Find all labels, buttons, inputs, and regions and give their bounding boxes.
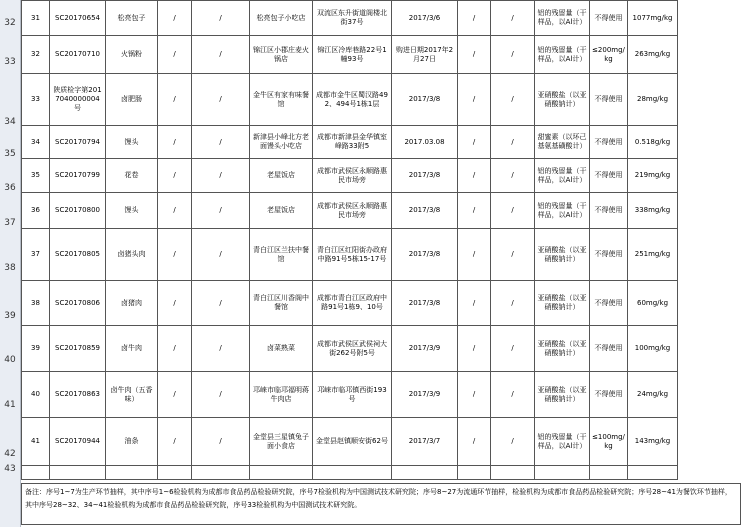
cell-item[interactable]: 铝的残留量（干样品，以Al计） — [535, 36, 590, 74]
cell-c10[interactable]: / — [491, 74, 535, 126]
table-row[interactable] — [22, 74, 678, 126]
cell-std[interactable]: 不得使用 — [590, 126, 628, 159]
cell-item[interactable]: 甜蜜素（以环己基氨基磺酸计） — [535, 126, 590, 159]
cell-result[interactable]: 24mg/kg — [628, 372, 678, 418]
cell-col4[interactable]: / — [158, 159, 192, 193]
cell-item[interactable]: 铝的残留量（干样品，以Al计） — [535, 193, 590, 229]
cell-food[interactable]: 花卷 — [106, 159, 158, 193]
cell-std[interactable]: ≤100mg/kg — [590, 418, 628, 466]
cell-item[interactable]: 亚硝酸盐（以亚硝酸钠计） — [535, 326, 590, 372]
cell-c9[interactable]: / — [458, 229, 491, 281]
cell-address[interactable]: 成都市青白江区政府中路91号1栋9、10号 — [313, 281, 392, 326]
cell-c10[interactable]: / — [491, 159, 535, 193]
inspection-table — [21, 0, 678, 480]
cell-c10[interactable]: / — [491, 372, 535, 418]
cell-std[interactable]: 不得使用 — [590, 74, 628, 126]
cell-code[interactable]: SC20170799 — [50, 159, 106, 193]
row-number[interactable]: 38 — [4, 263, 16, 273]
row-number[interactable]: 37 — [4, 218, 16, 228]
cell-item[interactable]: 亚硝酸盐（以亚硝酸钠计） — [535, 74, 590, 126]
cell-no[interactable]: 32 — [22, 36, 50, 74]
cell-date[interactable]: 2017/3/8 — [392, 229, 458, 281]
cell-std[interactable]: 不得使用 — [590, 229, 628, 281]
cell-c10[interactable]: / — [491, 326, 535, 372]
cell-std[interactable]: 不得使用 — [590, 193, 628, 229]
row-number[interactable]: 40 — [4, 355, 16, 365]
cell-result[interactable]: 60mg/kg — [628, 281, 678, 326]
cell-col4[interactable]: / — [158, 418, 192, 466]
cell-c10[interactable]: / — [491, 126, 535, 159]
cell-result[interactable]: 143mg/kg — [628, 418, 678, 466]
cell-food[interactable]: 卤猪头肉 — [106, 229, 158, 281]
cell-col5[interactable]: / — [192, 1, 250, 36]
table-row[interactable] — [22, 193, 678, 229]
cell-col4[interactable]: / — [158, 36, 192, 74]
cell-col4[interactable]: / — [158, 372, 192, 418]
cell-address[interactable]: 成都市武侯区永顺路惠民市场旁 — [313, 193, 392, 229]
row-number[interactable]: 42 — [4, 449, 16, 459]
cell-store[interactable]: 青白江区川香阁中餐馆 — [250, 281, 313, 326]
cell-food[interactable]: 馒头 — [106, 126, 158, 159]
cell-col5[interactable]: / — [192, 126, 250, 159]
cell-c10[interactable]: / — [491, 229, 535, 281]
table-row[interactable] — [22, 159, 678, 193]
cell-c9[interactable]: / — [458, 326, 491, 372]
cell-item[interactable]: 铝的残留量（干样品，以Al计） — [535, 418, 590, 466]
cell-result[interactable]: 28mg/kg — [628, 74, 678, 126]
table-row[interactable] — [22, 229, 678, 281]
row-number[interactable]: 41 — [4, 400, 16, 410]
cell-std[interactable]: 不得使用 — [590, 372, 628, 418]
cell-c9[interactable]: / — [458, 418, 491, 466]
cell-address[interactable]: 青白江区红阳街办政府中路91号5栋15-17号 — [313, 229, 392, 281]
cell-std[interactable]: 不得使用 — [590, 1, 628, 36]
cell-no[interactable]: 36 — [22, 193, 50, 229]
cell-date[interactable]: 2017/3/8 — [392, 193, 458, 229]
cell-result[interactable]: 0.518g/kg — [628, 126, 678, 159]
cell-no[interactable]: 33 — [22, 74, 50, 126]
cell-c10[interactable]: / — [491, 193, 535, 229]
cell-date[interactable]: 2017/3/7 — [392, 418, 458, 466]
cell-no[interactable]: 31 — [22, 1, 50, 36]
cell-no[interactable]: 39 — [22, 326, 50, 372]
cell-col4[interactable]: / — [158, 326, 192, 372]
cell-std[interactable]: 不得使用 — [590, 281, 628, 326]
cell-date[interactable]: 2017/3/9 — [392, 326, 458, 372]
cell-code[interactable]: 陕质检字第2017040000004号 — [50, 74, 106, 126]
cell-code[interactable]: SC20170863 — [50, 372, 106, 418]
row-number[interactable]: 34 — [4, 117, 16, 127]
cell-col4[interactable]: / — [158, 193, 192, 229]
cell-item[interactable]: 亚硝酸盐（以亚硝酸钠计） — [535, 372, 590, 418]
cell-c9[interactable]: / — [458, 1, 491, 36]
cell-food[interactable]: 卤牛肉 — [106, 326, 158, 372]
table-row[interactable] — [22, 326, 678, 372]
cell-store[interactable]: 锦江区小郡庄麦火锅店 — [250, 36, 313, 74]
cell-c10[interactable]: / — [491, 36, 535, 74]
row-number[interactable]: 35 — [4, 149, 16, 159]
table-row-empty[interactable] — [22, 466, 678, 480]
table-row[interactable] — [22, 1, 678, 36]
cell-store[interactable]: 松亮包子小吃店 — [250, 1, 313, 36]
cell-code[interactable]: SC20170654 — [50, 1, 106, 36]
cell-code[interactable]: SC20170806 — [50, 281, 106, 326]
cell-col5[interactable]: / — [192, 159, 250, 193]
row-number[interactable]: 39 — [4, 311, 16, 321]
cell-item[interactable]: 铝的残留量（干样品，以Al计） — [535, 159, 590, 193]
cell-no[interactable]: 37 — [22, 229, 50, 281]
cell-food[interactable]: 卤肥肠 — [106, 74, 158, 126]
cell-address[interactable]: 双流区东升街道阁楼北街37号 — [313, 1, 392, 36]
cell-address[interactable]: 邛崃市临邛镇西街193号 — [313, 372, 392, 418]
cell-address[interactable]: 成都市金牛区蜀汉路492、494号1栋1层 — [313, 74, 392, 126]
cell-code[interactable]: SC20170859 — [50, 326, 106, 372]
cell-food[interactable]: 火锅粉 — [106, 36, 158, 74]
cell-col5[interactable]: / — [192, 281, 250, 326]
cell-result[interactable]: 100mg/kg — [628, 326, 678, 372]
cell-date[interactable]: 2017.03.08 — [392, 126, 458, 159]
cell-col5[interactable]: / — [192, 193, 250, 229]
cell-col4[interactable]: / — [158, 126, 192, 159]
cell-c9[interactable]: / — [458, 74, 491, 126]
cell-col5[interactable]: / — [192, 418, 250, 466]
cell-address[interactable]: 成都市武侯区武侯祠大街262号附5号 — [313, 326, 392, 372]
row-number[interactable]: 33 — [4, 57, 16, 67]
cell-col4[interactable]: / — [158, 229, 192, 281]
cell-address[interactable]: 金堂县赵镇顺安街62号 — [313, 418, 392, 466]
row-number[interactable]: 36 — [4, 183, 16, 193]
cell-result[interactable]: 1077mg/kg — [628, 1, 678, 36]
cell-std[interactable]: 不得使用 — [590, 326, 628, 372]
cell-no[interactable]: 38 — [22, 281, 50, 326]
cell-address[interactable]: 成都市武侯区永顺路惠民市场旁 — [313, 159, 392, 193]
table-row[interactable] — [22, 126, 678, 159]
cell-store[interactable]: 金牛区有家有味餐馆 — [250, 74, 313, 126]
footnote-remarks[interactable]: 备注：序号1~7为生产环节抽样，其中序号1~6检验机构为成都市食品药品检验研究院，序号7检验机构为中国测试技术研究院；序号8~27为流通环节抽样，检验机构为成都市食品药品检验研究院；序号28~41为餐饮环节抽样，其中序号28~32、34~41检验机构为成都市食品药品检验研究院，序号33检验机构为中国测试技术研究院。 — [21, 483, 741, 525]
cell-address[interactable]: 锦江区冷库巷路22号1幢93号 — [313, 36, 392, 74]
cell-c10[interactable]: / — [491, 418, 535, 466]
cell-c9[interactable]: / — [458, 159, 491, 193]
cell-food[interactable]: 馒头 — [106, 193, 158, 229]
cell-col5[interactable]: / — [192, 36, 250, 74]
cell-c9[interactable]: / — [458, 36, 491, 74]
cell-food[interactable]: 松亮包子 — [106, 1, 158, 36]
cell-item[interactable]: 亚硝酸盐（以亚硝酸钠计） — [535, 281, 590, 326]
cell-std[interactable]: ≤200mg/kg — [590, 36, 628, 74]
cell-col4[interactable]: / — [158, 1, 192, 36]
row-number[interactable]: 32 — [4, 18, 16, 28]
cell-no[interactable]: 40 — [22, 372, 50, 418]
cell-col4[interactable]: / — [158, 281, 192, 326]
cell-c9[interactable]: / — [458, 193, 491, 229]
cell-result[interactable]: 219mg/kg — [628, 159, 678, 193]
table-row[interactable] — [22, 418, 678, 466]
cell-c10[interactable]: / — [491, 281, 535, 326]
cell-store[interactable]: 老屋饭店 — [250, 193, 313, 229]
cell-result[interactable]: 338mg/kg — [628, 193, 678, 229]
cell-item[interactable]: 铝的残留量（干样品，以Al计） — [535, 1, 590, 36]
table-row[interactable] — [22, 36, 678, 74]
cell-date[interactable]: 2017/3/6 — [392, 1, 458, 36]
cell-store[interactable]: 邛崃市临邛福明蒋牛肉店 — [250, 372, 313, 418]
cell-col5[interactable]: / — [192, 372, 250, 418]
cell-c9[interactable]: / — [458, 281, 491, 326]
cell-std[interactable]: 不得使用 — [590, 159, 628, 193]
cell-code[interactable]: SC20170710 — [50, 36, 106, 74]
cell-code[interactable]: SC20170944 — [50, 418, 106, 466]
cell-result[interactable]: 251mg/kg — [628, 229, 678, 281]
cell-item[interactable]: 亚硝酸盐（以亚硝酸钠计） — [535, 229, 590, 281]
cell-date[interactable]: 2017/3/9 — [392, 372, 458, 418]
cell-food[interactable]: 卤猪肉 — [106, 281, 158, 326]
cell-no[interactable]: 35 — [22, 159, 50, 193]
cell-col5[interactable]: / — [192, 229, 250, 281]
row-number[interactable]: 43 — [4, 464, 16, 474]
cell-date[interactable]: 购进日期2017年2月27日 — [392, 36, 458, 74]
cell-col5[interactable]: / — [192, 74, 250, 126]
table-row[interactable] — [22, 281, 678, 326]
cell-no[interactable]: 41 — [22, 418, 50, 466]
cell-store[interactable]: 新津县小峰北方老面馒头小吃店 — [250, 126, 313, 159]
cell-no[interactable]: 34 — [22, 126, 50, 159]
cell-store[interactable]: 老屋饭店 — [250, 159, 313, 193]
cell-code[interactable]: SC20170794 — [50, 126, 106, 159]
cell-col4[interactable]: / — [158, 74, 192, 126]
cell-date[interactable]: 2017/3/8 — [392, 281, 458, 326]
cell-c10[interactable]: / — [491, 1, 535, 36]
cell-store[interactable]: 卤菜熟菜 — [250, 326, 313, 372]
cell-code[interactable]: SC20170805 — [50, 229, 106, 281]
cell-date[interactable]: 2017/3/8 — [392, 74, 458, 126]
cell-date[interactable]: 2017/3/8 — [392, 159, 458, 193]
cell-code[interactable]: SC20170800 — [50, 193, 106, 229]
cell-address[interactable]: 成都市新津县金华镇室峰路33附5 — [313, 126, 392, 159]
cell-store[interactable]: 青白江区兰扶中餐馆 — [250, 229, 313, 281]
cell-col5[interactable]: / — [192, 326, 250, 372]
table-row[interactable] — [22, 372, 678, 418]
row-header-column — [0, 0, 21, 527]
cell-c9[interactable]: / — [458, 126, 491, 159]
cell-c9[interactable]: / — [458, 372, 491, 418]
cell-store[interactable]: 金堂县三星镇兔子面小食店 — [250, 418, 313, 466]
cell-food[interactable]: 卤牛肉（五香味） — [106, 372, 158, 418]
cell-result[interactable]: 263mg/kg — [628, 36, 678, 74]
cell-food[interactable]: 油条 — [106, 418, 158, 466]
